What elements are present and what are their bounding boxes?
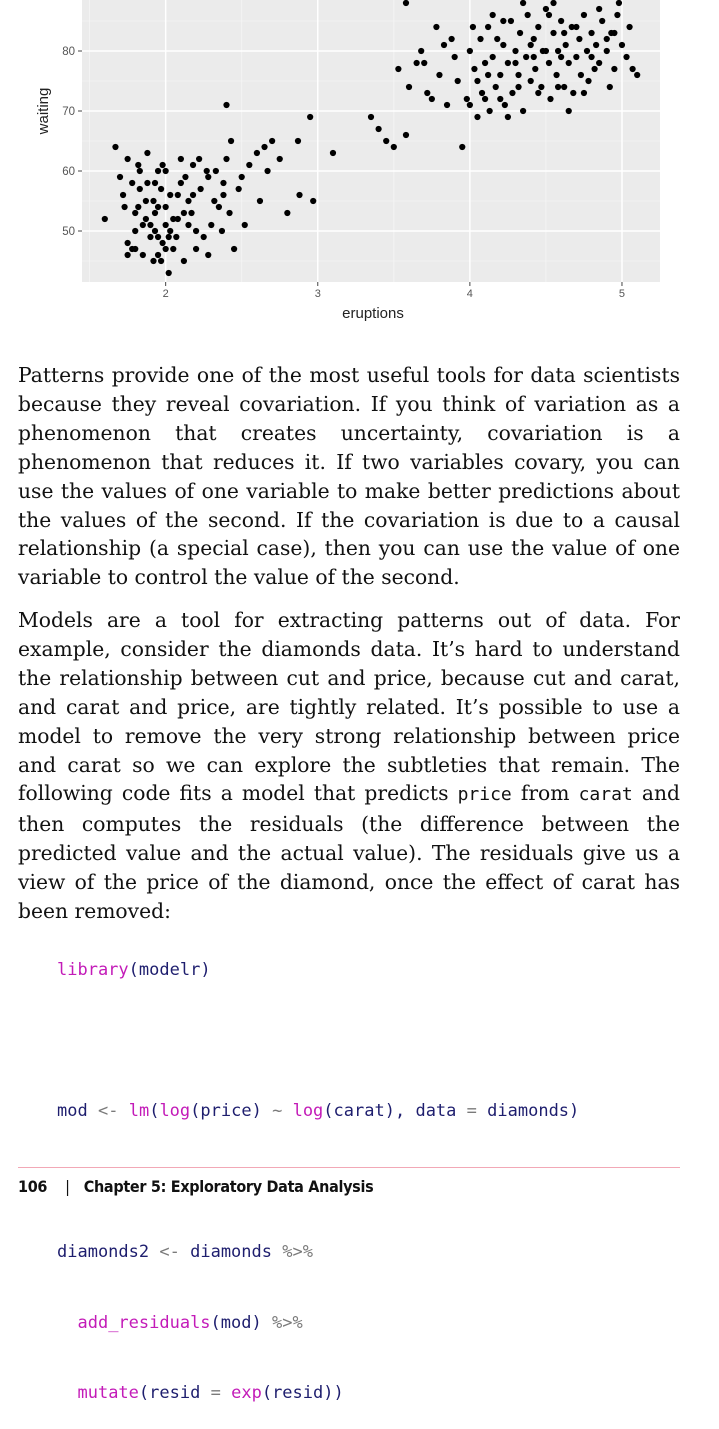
data-point xyxy=(490,12,496,18)
data-point xyxy=(188,210,194,216)
data-point xyxy=(152,180,158,186)
data-point xyxy=(144,180,150,186)
paragraph-models-text-2: from xyxy=(511,781,579,806)
data-point xyxy=(254,150,260,156)
code-fn: add_residuals xyxy=(77,1312,211,1333)
paragraph-models xyxy=(18,606,680,926)
code-arg: resid xyxy=(272,1383,324,1403)
data-point xyxy=(558,54,564,60)
data-point xyxy=(570,90,576,96)
paragraph-models-text-3: and then computes the residuals (the difference between the predicted value and the actual value). The residuals give us a view of the price of the diamond, once the effect of carat has been removed: xyxy=(18,781,680,924)
data-point xyxy=(112,144,118,150)
data-point xyxy=(543,6,549,12)
data-point xyxy=(166,234,172,240)
data-point xyxy=(163,222,169,228)
data-point xyxy=(175,216,181,222)
data-point xyxy=(205,252,211,258)
data-point xyxy=(144,150,150,156)
data-point xyxy=(421,60,427,66)
data-point xyxy=(137,168,143,174)
data-point xyxy=(143,216,149,222)
page-number: 106 xyxy=(18,1177,48,1196)
data-point xyxy=(257,198,263,204)
data-point xyxy=(140,222,146,228)
data-point xyxy=(239,174,245,180)
data-point xyxy=(505,60,511,66)
paragraph-models-text-1: Models are a tool for extracting patterns out of data. For example, consider the diamonds data. It’s hard to understand the relationship between cut and price, because cut and carat, and carat and price, are tightly related. It’s possible to use a model to remove the very strong relationship between price and carat so we can explore the subtleties that remain. The following code fits a model that predicts xyxy=(18,608,680,806)
data-point xyxy=(500,18,506,24)
data-point xyxy=(578,72,584,78)
data-point xyxy=(546,60,552,66)
data-point xyxy=(193,228,199,234)
data-point xyxy=(538,84,544,90)
x-tick-label: 2 xyxy=(162,288,169,300)
data-point xyxy=(424,90,430,96)
code-line-1: library(modelr) xyxy=(57,960,211,980)
data-point xyxy=(121,204,127,210)
data-point xyxy=(150,198,156,204)
data-point xyxy=(152,228,158,234)
data-point xyxy=(185,222,191,228)
data-point xyxy=(166,270,172,276)
data-point xyxy=(604,36,610,42)
data-point xyxy=(155,234,161,240)
data-point xyxy=(581,12,587,18)
code-fn: lm xyxy=(128,1101,150,1121)
data-point xyxy=(553,72,559,78)
data-point xyxy=(220,192,226,198)
data-point xyxy=(497,96,503,102)
code-fn: mutate xyxy=(77,1383,139,1403)
data-point xyxy=(129,180,135,186)
code-arg: carat xyxy=(333,1101,385,1121)
data-point xyxy=(125,156,131,162)
data-point xyxy=(261,144,267,150)
data-point xyxy=(152,210,158,216)
data-point xyxy=(403,0,409,6)
x-tick-label: 4 xyxy=(466,288,473,300)
data-point xyxy=(547,96,553,102)
code-block xyxy=(57,912,579,1429)
y-tick-label: 60 xyxy=(62,166,75,178)
data-point xyxy=(546,12,552,18)
data-point xyxy=(520,0,526,6)
data-point xyxy=(607,84,613,90)
data-point xyxy=(178,156,184,162)
data-point xyxy=(264,168,270,174)
data-point xyxy=(391,144,397,150)
data-point xyxy=(528,42,534,48)
data-point xyxy=(585,78,591,84)
data-point xyxy=(160,240,166,246)
data-point xyxy=(137,186,143,192)
data-point xyxy=(196,156,202,162)
data-point xyxy=(505,114,511,120)
data-point xyxy=(160,162,166,168)
data-point xyxy=(543,48,549,54)
data-point xyxy=(150,258,156,264)
data-point xyxy=(269,138,275,144)
data-point xyxy=(449,36,455,42)
data-point xyxy=(284,210,290,216)
data-point xyxy=(223,156,229,162)
data-point xyxy=(550,30,556,36)
code-arg: modelr xyxy=(138,960,201,980)
data-point xyxy=(193,246,199,252)
data-point xyxy=(143,198,149,204)
data-point xyxy=(555,48,561,54)
code-line-3 xyxy=(57,1241,579,1265)
data-point xyxy=(201,234,207,240)
data-point xyxy=(611,30,617,36)
data-point xyxy=(523,54,529,60)
data-point xyxy=(467,48,473,54)
data-point xyxy=(155,252,161,258)
footer-rule xyxy=(18,1167,680,1168)
data-point xyxy=(558,18,564,24)
data-point xyxy=(295,138,301,144)
data-point xyxy=(555,84,561,90)
y-tick-label: 80 xyxy=(62,46,75,58)
data-point xyxy=(455,78,461,84)
data-point xyxy=(485,24,491,30)
code-op: = xyxy=(210,1383,221,1403)
data-point xyxy=(604,48,610,54)
data-point xyxy=(459,144,465,150)
data-point xyxy=(418,48,424,54)
data-point xyxy=(467,102,473,108)
data-point xyxy=(493,84,499,90)
data-point xyxy=(223,102,229,108)
data-point xyxy=(296,192,302,198)
data-point xyxy=(181,210,187,216)
data-point xyxy=(470,24,476,30)
data-point xyxy=(132,228,138,234)
data-point xyxy=(167,192,173,198)
data-point xyxy=(471,66,477,72)
data-point xyxy=(155,168,161,174)
data-point xyxy=(147,222,153,228)
data-point xyxy=(452,54,458,60)
data-point xyxy=(596,60,602,66)
data-point xyxy=(596,6,602,12)
data-point xyxy=(619,42,625,48)
code-kw: data xyxy=(415,1101,457,1121)
data-point xyxy=(102,216,108,222)
data-point xyxy=(573,24,579,30)
data-point xyxy=(525,12,531,18)
data-point xyxy=(307,114,313,120)
code-var: diamonds xyxy=(190,1242,272,1262)
data-point xyxy=(535,90,541,96)
data-point xyxy=(611,66,617,72)
data-point xyxy=(474,78,480,84)
code-fn: exp xyxy=(231,1383,262,1403)
data-point xyxy=(433,24,439,30)
data-point xyxy=(584,48,590,54)
data-point xyxy=(170,246,176,252)
data-point xyxy=(120,192,126,198)
code-var: diamonds2 xyxy=(57,1242,150,1262)
data-point xyxy=(528,78,534,84)
code-line-4: add_residuals(mod) %>% xyxy=(77,1312,303,1333)
data-point xyxy=(190,192,196,198)
data-point xyxy=(178,180,184,186)
data-point xyxy=(464,96,470,102)
code-arg: mod xyxy=(220,1312,252,1333)
data-point xyxy=(444,102,450,108)
data-point xyxy=(310,198,316,204)
data-point xyxy=(588,30,594,36)
data-point xyxy=(208,222,214,228)
data-point xyxy=(502,102,508,108)
data-point xyxy=(566,60,572,66)
data-point xyxy=(512,60,518,66)
data-point xyxy=(614,12,620,18)
code-var: mod xyxy=(57,1101,88,1121)
data-point xyxy=(205,174,211,180)
data-point xyxy=(487,108,493,114)
data-point xyxy=(474,114,480,120)
data-point xyxy=(520,108,526,114)
data-point xyxy=(406,84,412,90)
data-point xyxy=(532,66,538,72)
scatter-plot xyxy=(0,0,719,330)
data-point xyxy=(213,168,219,174)
data-point xyxy=(236,186,242,192)
data-point xyxy=(330,150,336,156)
data-point xyxy=(231,246,237,252)
code-op: <- xyxy=(97,1101,119,1121)
data-point xyxy=(517,30,523,36)
data-point xyxy=(436,72,442,78)
data-point xyxy=(561,84,567,90)
data-point xyxy=(563,42,569,48)
data-point xyxy=(531,54,537,60)
data-point xyxy=(140,252,146,258)
data-point xyxy=(508,18,514,24)
data-point xyxy=(182,174,188,180)
data-point xyxy=(173,234,179,240)
data-point xyxy=(211,198,217,204)
paragraph-covariation: Patterns provide one of the most useful tools for data scientists because they reveal covariation. If you think of variation as a phenomenon that creates uncertainty, covariation is a phenomenon that reduces it. If two variables covary, you can use the values of one variable to make better predictions about the values of the second. If the covariation is due to a causal relationship (a special case), then you can use the value of one variable to control the value of the second. xyxy=(18,363,680,590)
data-point xyxy=(479,90,485,96)
data-point xyxy=(383,138,389,144)
data-point xyxy=(588,54,594,60)
data-point xyxy=(242,222,248,228)
data-point xyxy=(630,66,636,72)
data-point xyxy=(429,96,435,102)
data-point xyxy=(125,240,131,246)
code-op: %>% xyxy=(282,1242,313,1262)
data-point xyxy=(175,192,181,198)
data-point xyxy=(395,66,401,72)
data-point xyxy=(512,48,518,54)
data-point xyxy=(477,36,483,42)
data-point xyxy=(158,258,164,264)
data-point xyxy=(135,204,141,210)
code-fn-library: library xyxy=(57,960,129,980)
code-line-5: mutate(resid = exp(resid)) xyxy=(77,1383,344,1403)
data-point xyxy=(132,246,138,252)
data-point xyxy=(220,180,226,186)
data-point xyxy=(163,246,169,252)
data-point xyxy=(204,168,210,174)
data-point xyxy=(490,54,496,60)
code-op: = xyxy=(466,1101,477,1121)
data-point xyxy=(531,36,537,42)
data-point xyxy=(181,258,187,264)
data-point xyxy=(226,210,232,216)
data-point xyxy=(494,36,500,42)
data-point xyxy=(216,204,222,210)
data-point xyxy=(441,42,447,48)
data-point xyxy=(219,228,225,234)
data-point xyxy=(376,126,382,132)
code-op: <- xyxy=(159,1242,180,1262)
data-point xyxy=(593,42,599,48)
y-tick-label: 70 xyxy=(62,106,75,118)
code-op: %>% xyxy=(272,1312,303,1333)
data-point xyxy=(626,24,632,30)
scatter-plot-svg xyxy=(0,0,719,330)
data-point xyxy=(132,210,138,216)
code-arg: resid xyxy=(149,1383,201,1403)
inline-code-price: price xyxy=(457,784,512,806)
code-fn: log xyxy=(292,1101,324,1121)
y-axis-title: waiting xyxy=(35,87,52,135)
data-point xyxy=(368,114,374,120)
data-point xyxy=(515,84,521,90)
data-point xyxy=(634,72,640,78)
data-point xyxy=(550,0,556,6)
data-point xyxy=(509,90,515,96)
data-point xyxy=(616,0,622,6)
data-point xyxy=(190,162,196,168)
data-point xyxy=(228,138,234,144)
y-tick-label: 50 xyxy=(62,226,75,238)
data-point xyxy=(561,30,567,36)
code-op: ~ xyxy=(272,1101,283,1121)
data-point xyxy=(403,132,409,138)
data-point xyxy=(485,72,491,78)
code-var: diamonds xyxy=(487,1101,570,1121)
data-point xyxy=(535,24,541,30)
data-point xyxy=(500,42,506,48)
data-point xyxy=(158,186,164,192)
data-point xyxy=(515,72,521,78)
data-point xyxy=(147,234,153,240)
data-point xyxy=(576,36,582,42)
data-point xyxy=(117,174,123,180)
data-point xyxy=(497,72,503,78)
data-point xyxy=(198,186,204,192)
data-point xyxy=(163,204,169,210)
x-tick-label: 5 xyxy=(618,288,626,300)
code-fn: log xyxy=(159,1101,191,1121)
code-line-2: mod <- lm(log(price) ~ log(carat), data = diamonds) xyxy=(57,1101,580,1121)
data-point xyxy=(482,96,488,102)
data-point xyxy=(277,156,283,162)
data-point xyxy=(581,90,587,96)
data-point xyxy=(167,228,173,234)
data-point xyxy=(599,18,605,24)
data-point xyxy=(155,204,161,210)
data-point xyxy=(125,252,131,258)
x-tick-label: 3 xyxy=(314,288,321,300)
data-point xyxy=(623,54,629,60)
data-point xyxy=(246,162,252,168)
data-point xyxy=(163,168,169,174)
chapter-title: Chapter 5: Exploratory Data Analysis xyxy=(83,1177,374,1196)
data-point xyxy=(135,162,141,168)
data-point xyxy=(185,198,191,204)
page-footer xyxy=(18,1177,373,1196)
footer-separator: | xyxy=(65,1177,70,1196)
inline-code-carat: carat xyxy=(578,784,633,806)
data-point xyxy=(591,66,597,72)
data-point xyxy=(414,60,420,66)
x-axis-title: eruptions xyxy=(342,305,404,322)
data-point xyxy=(566,108,572,114)
data-point xyxy=(573,54,579,60)
data-point xyxy=(482,60,488,66)
code-arg: price xyxy=(200,1101,252,1121)
